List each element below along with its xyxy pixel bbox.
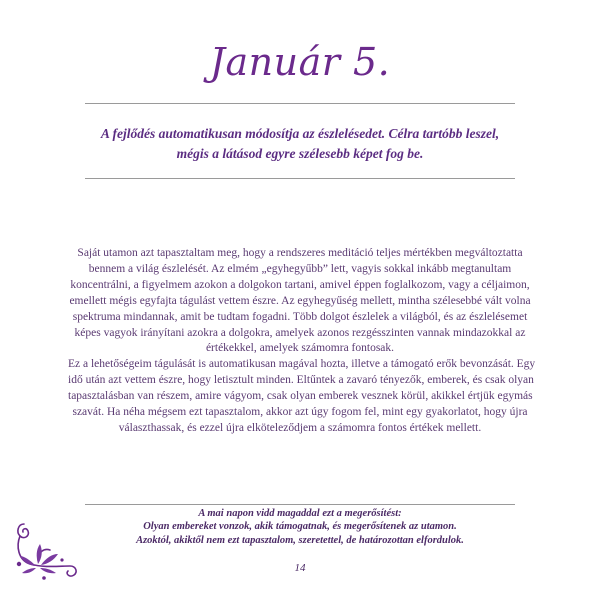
- body-line: idő után azt vettem észre, hogy letisztult minden. Eltűntek a zavaró tényezők, emberek, és csak olyan: [68, 374, 534, 387]
- body-text: [68, 246, 536, 437]
- body-line: tapasztalásban van részem, amire vágyom, csak olyan emberek vesznek körül, akikkel értjük egymás: [68, 390, 533, 403]
- affirmation-line: Azoktól, akiktől nem ezt tapasztalom, szeretettel, de határozottan elfordulok.: [136, 534, 464, 546]
- daily-quote: [70, 124, 530, 164]
- quote-line: A fejlődés automatikusan módosítja az észlelésedet. Célra tartóbb leszel,: [100, 126, 500, 141]
- body-line: bennem a világ észlelését. Az elmém „egyhegyűbb” lett, vagyis sokkal inkább megtanultam: [88, 262, 512, 275]
- body-line: Saját utamon azt tapasztaltam meg, hogy a rendszeres meditáció teljes mértékben megváltoztatta: [77, 247, 523, 259]
- affirmation-line: Olyan embereket vonzok, akik támogatnak, és megerősítenek az utamon.: [143, 521, 457, 533]
- body-line: Ez a lehetőségeim tágulását is automatikusan magával hozta, illetve a támogató erők bevonzását. Egy: [68, 358, 536, 371]
- divider-top: [85, 103, 515, 104]
- body-line: emellett mégis egyfajta tágulást vettem észre. Az egyhegyűség mellett, mintha szélesebbé vált volna: [69, 294, 531, 307]
- body-line: képes vagyok irányítani azokra a dolgokra, amelyek azonos rezgésszinten vannak mindazokkal az: [74, 326, 526, 339]
- flourish-leaf-ornament-icon: [10, 516, 82, 586]
- affirmation: [80, 507, 520, 547]
- body-line: koncentrálni, a figyelmem azokon a dolgokon tartani, amivel éppen foglalkozom, vagy a céljaimon,: [70, 278, 530, 291]
- page-title: Január 5.: [209, 40, 391, 84]
- divider-footer: [85, 504, 515, 505]
- quote-line: mégis a látásod egyre szélesebb képet fog be.: [176, 146, 424, 161]
- affirmation-line: A mai napon vidd magaddal ezt a megerősítést:: [198, 508, 402, 519]
- divider-quote: [85, 178, 515, 179]
- body-line: értékekkel, amelyek számomra fontosak.: [205, 342, 395, 355]
- body-line: szavát. Ha néha mégsem ezt tapasztalom, akkor azt úgy fogom fel, mint egy gyakorlatot, hogy újra: [72, 406, 528, 419]
- body-line: spektruma mindannak, amit be tudtam fogadni. Több dolgot észlelek a világból, és az észlelésemet: [72, 310, 528, 323]
- page-number: 14: [294, 562, 306, 574]
- body-line: választhassak, és ezzel újra elköteleződjem a számomra fontos értékek mellett.: [118, 421, 482, 434]
